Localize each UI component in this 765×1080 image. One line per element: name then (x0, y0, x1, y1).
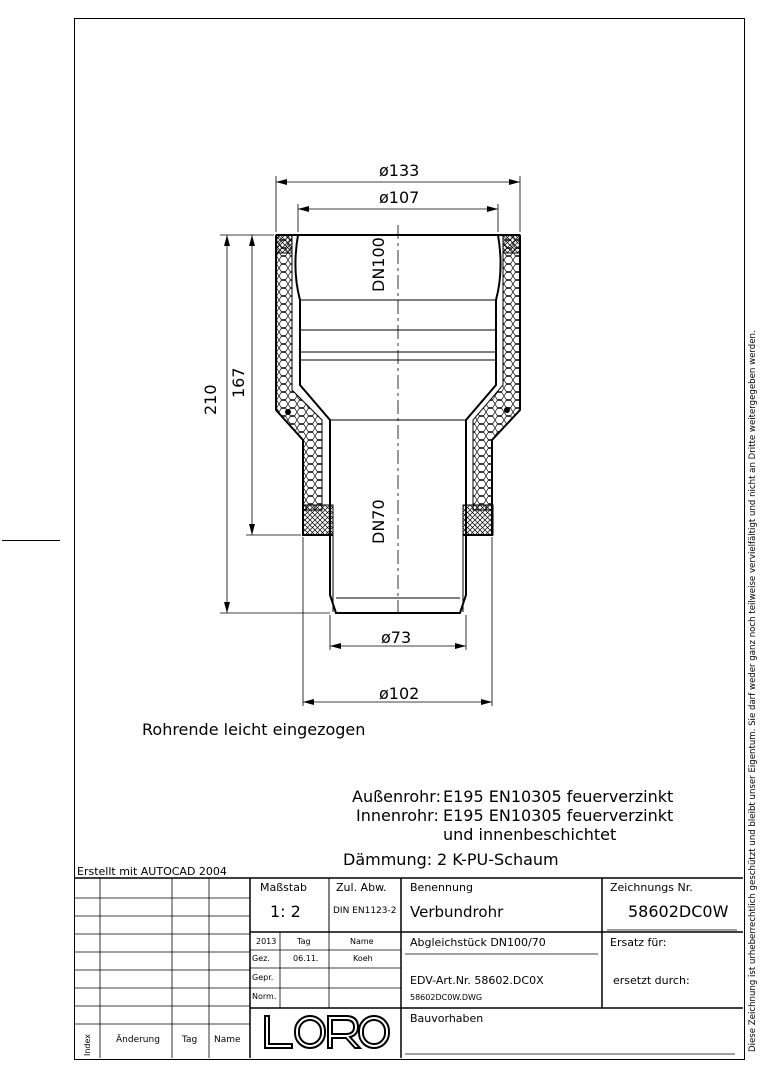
outer-pipe-label: Außenrohr: (352, 787, 441, 806)
gez-label: Gez. (252, 954, 270, 963)
tolerance-label: Zul. Abw. (336, 881, 387, 894)
dim-d107: ø107 (379, 188, 420, 207)
inner-pipe-label: Innenrohr: (356, 806, 439, 825)
dim-h210: 210 (201, 384, 220, 415)
svg-text:LORO: LORO (262, 1013, 265, 1014)
copyright-note: Diese Zeichnung ist urheberrechtlich geschützt und bleibt unser Eigentum. Sie darf weder ganz noch teilweise vervielfältigt und nicht an Dritte weitergegeben werden. (748, 330, 758, 1052)
rev-day: Tag (182, 1035, 198, 1045)
dim-dn100: DN100 (369, 237, 388, 292)
file-name: 58602DC0W.DWG (410, 993, 483, 1002)
note-pipe-end: Rohrende leicht eingezogen (142, 720, 366, 739)
gez-date: 06.11. (293, 954, 319, 963)
drawing-no-label: Zeichnungs Nr. (610, 881, 693, 894)
inner-pipe-value-2: und innenbeschichtet (443, 825, 617, 844)
created-with: Erstellt mit AUTOCAD 2004 (77, 865, 227, 878)
name-value: Verbundrohr (410, 903, 504, 921)
article-no: EDV-Art.Nr. 58602.DC0X (410, 974, 544, 987)
name-col-label: Name (350, 937, 374, 946)
replaced-by-label: ersetzt durch: (613, 974, 690, 987)
loro-logo (262, 1013, 390, 1051)
rev-index: Index (83, 1033, 92, 1056)
dim-d73: ø73 (381, 628, 412, 647)
gepr-label: Gepr. (252, 973, 274, 982)
dim-dn70: DN70 (369, 499, 388, 544)
dim-d133: ø133 (379, 161, 420, 180)
rev-change: Änderung (116, 1035, 160, 1045)
name-label: Benennung (410, 881, 473, 894)
tolerance-value: DIN EN1123-2 (333, 906, 397, 916)
gez-name: Koeh (353, 954, 373, 963)
inner-pipe-value: E195 EN10305 feuerverzinkt (443, 806, 674, 825)
insulation-label: Dämmung: (343, 850, 433, 869)
day-label: Tag (297, 937, 311, 946)
rev-name: Name (214, 1035, 241, 1045)
outer-pipe-value: E195 EN10305 feuerverzinkt (443, 787, 674, 806)
drawing-no-value: 58602DC0W (628, 902, 729, 921)
year: 2013 (256, 937, 277, 946)
project-label: Bauvorhaben (410, 1012, 484, 1025)
description: Abgleichstück DN100/70 (410, 936, 546, 949)
insulation-value: 2 K-PU-Schaum (437, 850, 559, 869)
scale-value: 1: 2 (270, 902, 301, 921)
norm-label: Norm. (252, 992, 277, 1001)
scale-label: Maßstab (260, 881, 307, 894)
dim-h167: 167 (229, 367, 248, 398)
dim-d102: ø102 (379, 684, 420, 703)
replacement-for-label: Ersatz für: (610, 936, 667, 949)
